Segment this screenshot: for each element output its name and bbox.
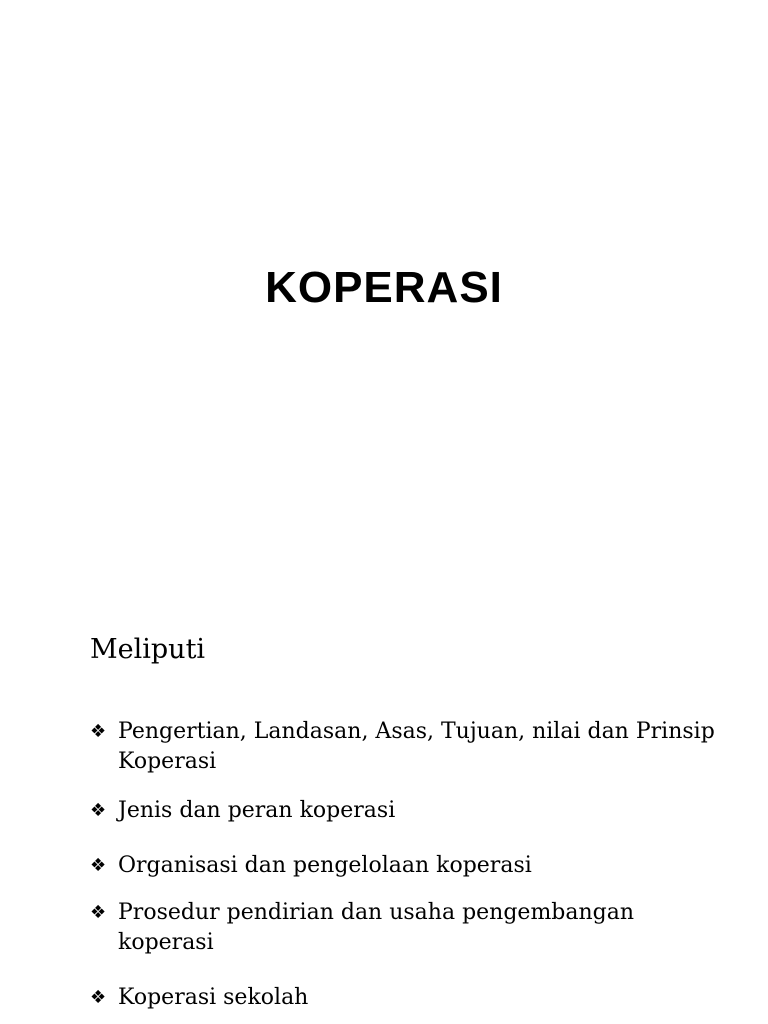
list-item [90,851,720,881]
diamond-bullet-icon: ❖ [90,902,107,923]
list-item-text: Koperasi sekolah [118,985,309,1010]
list-item-text: Jenis dan peran koperasi [118,798,396,823]
diamond-bullet-icon: ❖ [90,800,107,821]
list-item [90,898,720,958]
diamond-bullet-icon: ❖ [90,721,107,742]
section-heading: Meliputi [90,634,206,665]
page-title: KOPERASI [265,263,503,312]
diamond-bullet-icon: ❖ [90,855,107,876]
list-item [90,717,720,777]
list-item-text: Pengertian, Landasan, Asas, Tujuan, nilai dan Prinsip Koperasi [118,719,715,774]
list-item [90,796,720,826]
list-item [90,983,720,1013]
diamond-bullet-icon: ❖ [90,987,107,1008]
list-item-text: Organisasi dan pengelolaan koperasi [118,853,532,878]
list-item-text: Prosedur pendirian dan usaha pengembangan koperasi [118,900,635,955]
